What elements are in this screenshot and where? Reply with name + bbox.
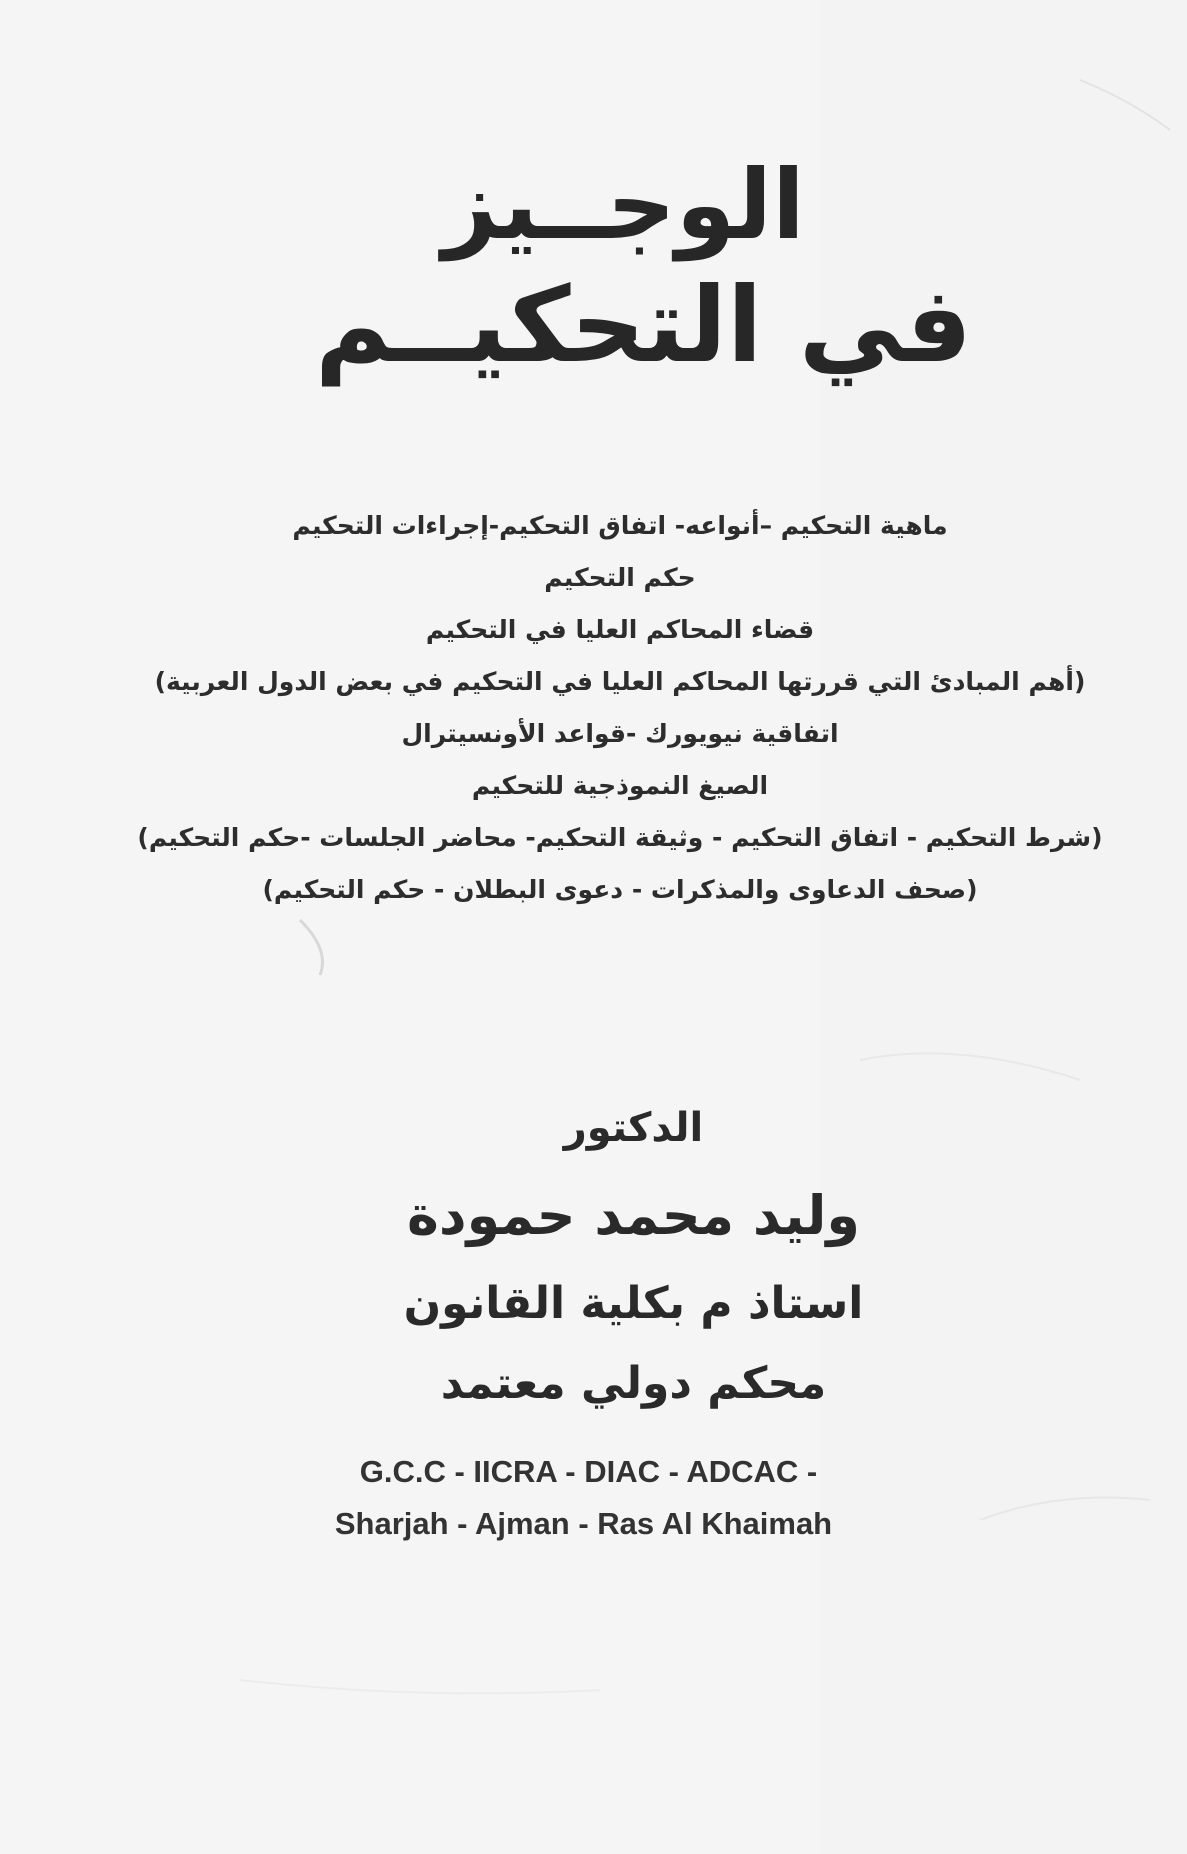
contents-item: الصيغ النموذجية للتحكيم bbox=[471, 771, 769, 800]
contents-item: (شرط التحكيم - اتفاق التحكيم - وثيقة التحكيم- محاضر الجلسات -حكم التحكيم) bbox=[137, 823, 1103, 852]
contents-item: (أهم المبادئ التي قررتها المحاكم العليا في التحكيم في بعض الدول العربية) bbox=[154, 667, 1086, 696]
book-title-line-2: في التحكيــم bbox=[314, 264, 973, 386]
contents-item: اتفاقية نيويورك -قواعد الأونسيترال bbox=[401, 719, 839, 748]
contents-item: ماهية التحكيم –أنواعه- اتفاق التحكيم-إجراءات التحكيم bbox=[292, 511, 948, 540]
organizations-line-2: Sharjah - Ajman - Ras Al Khaimah bbox=[334, 1506, 833, 1541]
author-role: محكم دولي معتمد bbox=[440, 1358, 827, 1409]
contents-list bbox=[60, 500, 1180, 916]
contents-item: (صحف الدعاوى والمذكرات - دعوى البطلان - حكم التحكيم) bbox=[262, 875, 978, 904]
contents-item: حكم التحكيم bbox=[544, 563, 696, 592]
author-position: استاذ م بكلية القانون bbox=[403, 1278, 864, 1329]
contents-item: قضاء المحاكم العليا في التحكيم bbox=[425, 615, 815, 644]
organizations-line-1: G.C.C - IICRA - DIAC - ADCAC - bbox=[359, 1454, 818, 1489]
book-title-line-1: الوجــيز bbox=[442, 149, 805, 261]
author-name: وليد محمد حمودة bbox=[407, 1184, 860, 1247]
author-title: الدكتور bbox=[563, 1105, 704, 1151]
